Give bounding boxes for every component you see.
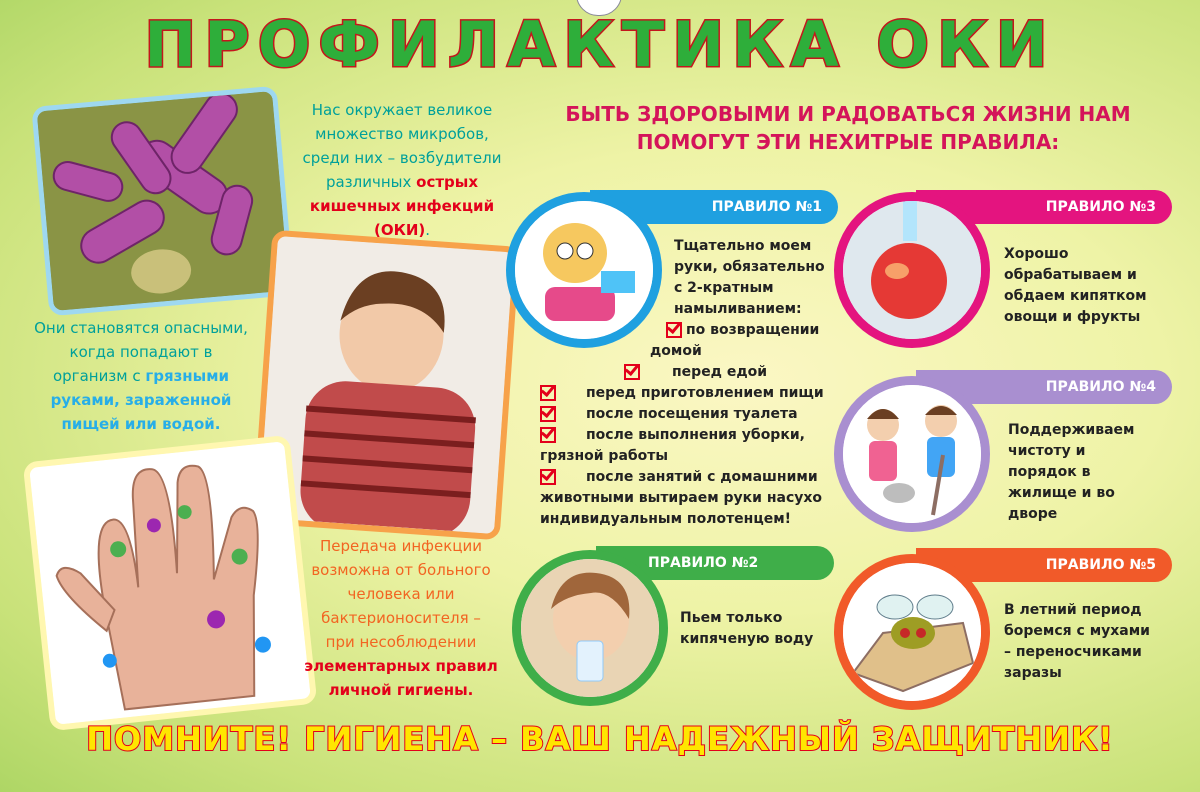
- checklist-item: [540, 320, 840, 341]
- text-line: В летний период: [1004, 602, 1142, 618]
- text-line: порядок в: [1008, 464, 1091, 480]
- checklist-item: [540, 383, 840, 404]
- hand-germs-image: [23, 435, 318, 732]
- highlight-text: кишечных инфекций: [309, 197, 495, 215]
- poster-title: ПРОФИЛАКТИКА ОКИ: [144, 8, 1056, 81]
- text-line: Пьем только: [680, 610, 783, 626]
- text-line: заразы: [1004, 665, 1062, 681]
- rule-2-text: [680, 608, 830, 650]
- text-line: возможна от больного: [311, 561, 491, 579]
- text-line: при несоблюдении: [325, 633, 477, 651]
- item-text: после выполнения уборки,: [586, 427, 805, 443]
- highlight-text: грязными: [145, 367, 230, 385]
- text-line: человека или: [347, 585, 455, 603]
- item-text: после занятий с домашними: [586, 469, 818, 485]
- rule-1-checklist: [540, 320, 840, 530]
- rule-5-image: [834, 554, 990, 710]
- text-line: жилище и во: [1008, 485, 1115, 501]
- checklist-item: [540, 362, 840, 383]
- checkbox-icon: [540, 385, 556, 401]
- rule-1-text: [674, 236, 844, 320]
- item-text: перед приготовлением пищи: [586, 385, 824, 401]
- text-line: когда попадают в: [69, 343, 213, 361]
- footer-slogan: ПОМНИТЕ! ГИГИЕНА – ВАШ НАДЕЖНЫЙ ЗАЩИТНИК!: [86, 720, 1114, 758]
- subtitle: [548, 100, 1148, 156]
- rule-4-tab: ПРАВИЛО №4: [916, 370, 1172, 404]
- bacteria-image: [31, 86, 294, 317]
- text-line: среди них – возбудители: [302, 149, 502, 167]
- checkbox-icon: [540, 406, 556, 422]
- rule-5-text: [1004, 600, 1174, 684]
- text-fragment: различных: [325, 173, 417, 191]
- text-fragment: организм с: [52, 367, 146, 385]
- subtitle-line-1: БЫТЬ ЗДОРОВЫМИ И РАДОВАТЬСЯ ЖИЗНИ НАМ: [565, 102, 1131, 126]
- rule-3-image: [834, 192, 990, 348]
- item-text: по возвращении: [686, 322, 820, 338]
- item-text: домой: [650, 343, 702, 359]
- item-text: после посещения туалета: [586, 406, 798, 422]
- highlight-text: элементарных правил: [304, 657, 498, 675]
- text-line: обрабатываем и: [1004, 267, 1137, 283]
- checkbox-icon: [540, 469, 556, 485]
- text-line: – переносчиками: [1004, 644, 1142, 660]
- transmission-text: [296, 534, 506, 702]
- text-line: Передача инфекции: [319, 537, 483, 555]
- rule-4-text: [1008, 420, 1178, 525]
- text-line: Они становятся опасными,: [34, 319, 248, 337]
- text-line: руки, обязательно: [674, 259, 825, 275]
- checklist-item: [540, 404, 840, 425]
- text-line: обдаем кипятком: [1004, 288, 1147, 304]
- checkbox-icon: [540, 427, 556, 443]
- text-line: Поддерживаем: [1008, 422, 1135, 438]
- text-line: боремся с мухами: [1004, 623, 1150, 639]
- checkbox-icon: [666, 322, 682, 338]
- text-line: чистоту и: [1008, 443, 1086, 459]
- item-text: перед едой: [672, 364, 768, 380]
- text-line: Хорошо: [1004, 246, 1069, 262]
- highlight-text: пищей или водой.: [61, 415, 221, 433]
- highlight-text: личной гигиены.: [328, 681, 474, 699]
- rule-3-text: [1004, 244, 1174, 328]
- checkbox-icon: [624, 364, 640, 380]
- highlight-text: острых: [416, 173, 479, 191]
- item-text: животными вытираем руки насухо: [540, 490, 823, 506]
- text-line: кипяченую воду: [680, 631, 814, 647]
- text-line: множество микробов,: [315, 125, 489, 143]
- rule-2-image: [512, 550, 668, 706]
- danger-text: [22, 316, 260, 436]
- text-line: [284, 170, 520, 194]
- rule-1-tab: ПРАВИЛО №1: [590, 190, 838, 224]
- text-line: овощи и фрукты: [1004, 309, 1141, 325]
- rule-4-image: [834, 376, 990, 532]
- text-line: [22, 364, 260, 388]
- text-line: бактерионосителя –: [321, 609, 481, 627]
- checklist-item: [540, 425, 840, 446]
- text-line: дворе: [1008, 506, 1058, 522]
- text-fragment: .: [425, 221, 431, 239]
- highlight-text: руками, зараженной: [50, 391, 232, 409]
- text-line: с 2-кратным: [674, 280, 774, 296]
- item-text: грязной работы: [540, 448, 669, 464]
- item-text: индивидуальным полотенцем!: [540, 511, 792, 527]
- highlight-text: (ОКИ): [373, 221, 426, 239]
- subtitle-line-2: ПОМОГУТ ЭТИ НЕХИТРЫЕ ПРАВИЛА:: [636, 130, 1060, 154]
- rule-5-tab: ПРАВИЛО №5: [916, 548, 1172, 582]
- microbes-text: [284, 98, 520, 242]
- rule-3-tab: ПРАВИЛО №3: [916, 190, 1172, 224]
- checklist-item: [540, 467, 840, 488]
- text-line: Нас окружает великое: [311, 101, 493, 119]
- text-line: Тщательно моем: [674, 238, 812, 254]
- text-line: намыливанием:: [674, 301, 802, 317]
- rule-2-tab: ПРАВИЛО №2: [596, 546, 834, 580]
